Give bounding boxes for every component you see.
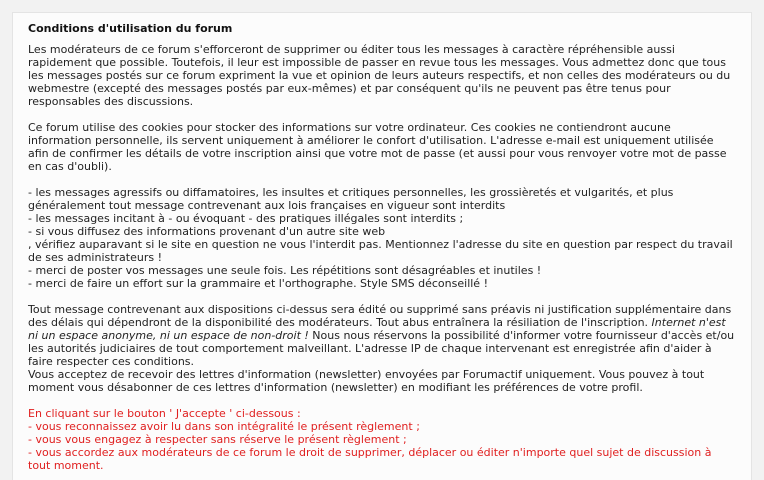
rule-item: - les messages agressifs ou diffamatoires, les insultes et critiques personnelles, les grossièretés et vulgarités, et plus généralement tout message contrevenant aux lois françaises en vigueur sont interdits — [28, 186, 674, 212]
acceptance-item: - vous vous engagez à respecter sans réserve le présent règlement ; — [28, 433, 407, 446]
rule-item: - merci de faire un effort sur la grammaire et l'orthographe. Style SMS déconseillé ! — [28, 277, 488, 290]
rule-item: - si vous diffusez des informations provenant d'un autre site web — [28, 225, 386, 238]
rules-list — [28, 186, 737, 290]
terms-title: Conditions d'utilisation du forum — [28, 22, 233, 35]
acceptance-item: - vous reconnaissez avoir lu dans son intégralité le présent règlement ; — [28, 420, 420, 433]
terms-panel — [12, 12, 752, 480]
rule-item: , vérifiez auparavant si le site en question ne vous l'interdit pas. Mentionnez l'adresse du site en question par respect du travail de ses administrateurs ! — [28, 238, 733, 264]
moderation-paragraph: Les modérateurs de ce forum s'efforceront de supprimer ou éditer tous les messages à caractère répréhensible aussi rapidement que possible. Toutefois, il leur est impossible de passer en revue tous les messages. Vous admettez donc que tous les messages postés sur ce forum expriment la vue et opinion de leurs auteurs respectifs, et non celles des modérateurs ou du webmestre (excepté des messages postés par eux-mêmes) et par conséquent qu'ils ne peuvent pas être tenus pour responsables des discussions. — [28, 43, 731, 108]
enforcement-paragraph — [28, 303, 737, 394]
rule-item: - les messages incitant à - ou évoquant - des pratiques illégales sont interdits ; — [28, 212, 464, 225]
acceptance-item: - vous accordez aux modérateurs de ce forum le droit de supprimer, déplacer ou éditer n'importe quel sujet de discussion à tout moment. — [28, 446, 712, 472]
cookies-paragraph: Ce forum utilise des cookies pour stocker des informations sur votre ordinateur. Ces cookies ne contiendront aucune information personnelle, ils servent uniquement à améliorer le confort d'utilisation. L'adresse e-mail est uniquement utilisée afin de confirmer les détails de votre inscription ainsi que votre mot de passe (et aussi pour vous renvoyer votre mot de passe en cas d'oubli). — [28, 121, 727, 173]
acceptance-notice — [28, 407, 737, 472]
enforcement-text: Tout message contrevenant aux dispositions ci-dessus sera édité ou supprimé sans préavis ni justification supplémentaire dans des délais qui dépendront de la disponibilité des modérateurs. Tout abus entraînera la résiliation de l'inscription. — [28, 303, 732, 329]
acceptance-intro: En cliquant sur le bouton ' J'accepte ' ci-dessous : — [28, 407, 301, 420]
newsletter-text: Vous acceptez de recevoir des lettres d'information (newsletter) envoyées par Forumactif uniquement. Vous pouvez à tout moment vous désabonner de ces lettres d'information (newsletter) en modifiant les préférences de votre profil. — [28, 368, 705, 394]
enforcement-italic-text: Internet n'est ni un espace anonyme, ni un espace de non-droit ! — [28, 316, 726, 342]
rule-item: - merci de poster vos messages une seule fois. Les répétitions sont désagréables et inutiles ! — [28, 264, 542, 277]
enforcement-text-continued: Nous nous réservons la possibilité d'informer votre fournisseur d'accès et/ou les autorités judiciaires de tout comportement malveillant. L'adresse IP de chaque intervenant est enregistrée afin d'aider à faire respecter ces conditions. — [28, 329, 735, 368]
